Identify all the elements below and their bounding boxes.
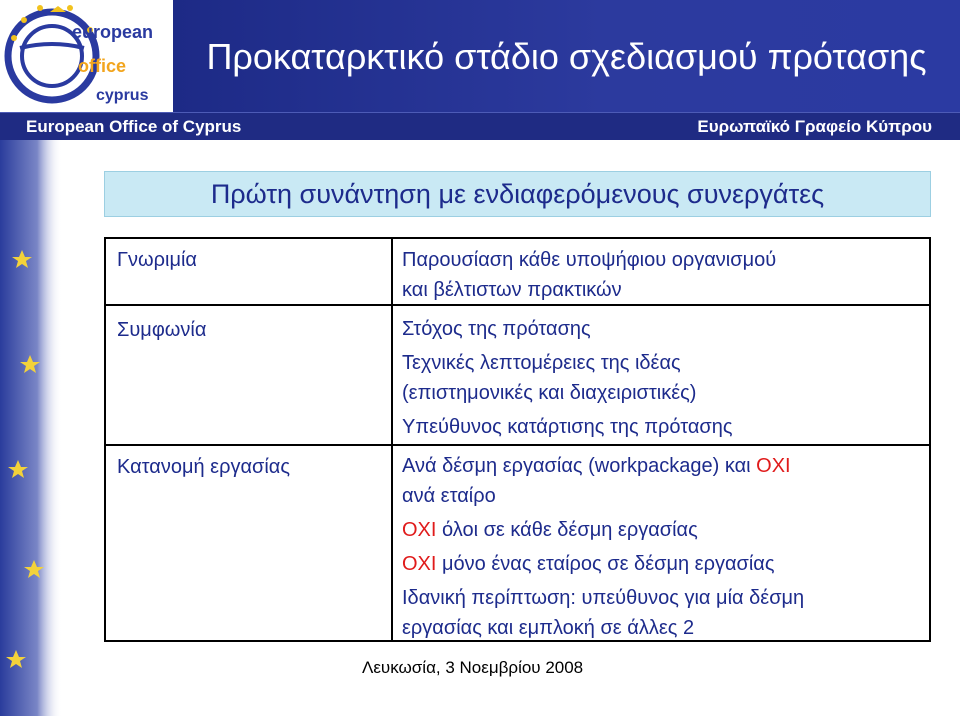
brand-name-english: European Office of Cyprus bbox=[26, 117, 242, 136]
emphasis-no: ΟΧΙ bbox=[756, 455, 791, 477]
text-segment: Ανά δέσμη εργασίας (workpackage) και bbox=[402, 455, 757, 477]
row-label-work-allocation: Κατανομή εργασίας bbox=[117, 456, 291, 478]
text-line bbox=[402, 515, 924, 545]
row-content-work-allocation bbox=[402, 451, 924, 643]
content-table bbox=[104, 237, 931, 642]
text-line: εργασίας και εμπλοκή σε άλλες 2 bbox=[402, 617, 695, 639]
text-line: (επιστημονικές και διαχειριστικές) bbox=[402, 382, 697, 404]
subtitle-text: Πρώτη συνάντηση με ενδιαφερόμενους συνεργάτες bbox=[210, 178, 825, 209]
text-segment: όλοι σε κάθε δέσμη εργασίας bbox=[436, 519, 698, 541]
text-line: Στόχος της πρότασης bbox=[402, 318, 591, 340]
subtitle-box bbox=[104, 171, 931, 217]
text-line: Τεχνικές λεπτομέρειες της ιδέας bbox=[402, 352, 681, 374]
title-band bbox=[173, 0, 960, 112]
text-segment: μόνο ένας εταίρος σε δέσμη εργασίας bbox=[436, 553, 775, 575]
text-line: και βέλτιστων πρακτικών bbox=[402, 279, 622, 301]
logo-text-cyprus: cyprus bbox=[96, 87, 149, 104]
brand-bar bbox=[0, 112, 960, 140]
eu-flag-decoration bbox=[0, 140, 62, 716]
logo-text-office: office bbox=[78, 56, 127, 76]
text-line: Παρουσίαση κάθε υποψήφιου οργανισμού bbox=[402, 249, 777, 271]
european-office-cyprus-logo bbox=[0, 0, 173, 112]
emphasis-no: ΟΧΙ bbox=[402, 519, 437, 541]
page-title: Προκαταρκτικό στάδιο σχεδιασμού πρότασης bbox=[206, 35, 927, 77]
text-line bbox=[402, 451, 924, 481]
text-line: ανά εταίρο bbox=[402, 485, 496, 507]
row-label-agreement: Συμφωνία bbox=[117, 319, 207, 341]
row-divider bbox=[106, 444, 929, 446]
emphasis-no: ΟΧΙ bbox=[402, 553, 437, 575]
logo bbox=[0, 0, 173, 112]
text-line bbox=[402, 549, 924, 579]
footer-date: Λευκωσία, 3 Νοεμβρίου 2008 bbox=[362, 658, 584, 677]
row-content-introduction bbox=[402, 245, 924, 305]
row-content-agreement bbox=[402, 314, 924, 442]
text-line: Ιδανική περίπτωση: υπεύθυνος για μία δέσμη bbox=[402, 587, 805, 609]
logo-text-european: european bbox=[72, 22, 154, 42]
brand-name-greek: Ευρωπαϊκό Γραφείο Κύπρου bbox=[697, 117, 932, 136]
text-line: Υπεύθυνος κατάρτισης της πρότασης bbox=[402, 416, 733, 438]
row-label-introduction: Γνωριμία bbox=[117, 249, 197, 271]
column-divider bbox=[391, 239, 393, 640]
